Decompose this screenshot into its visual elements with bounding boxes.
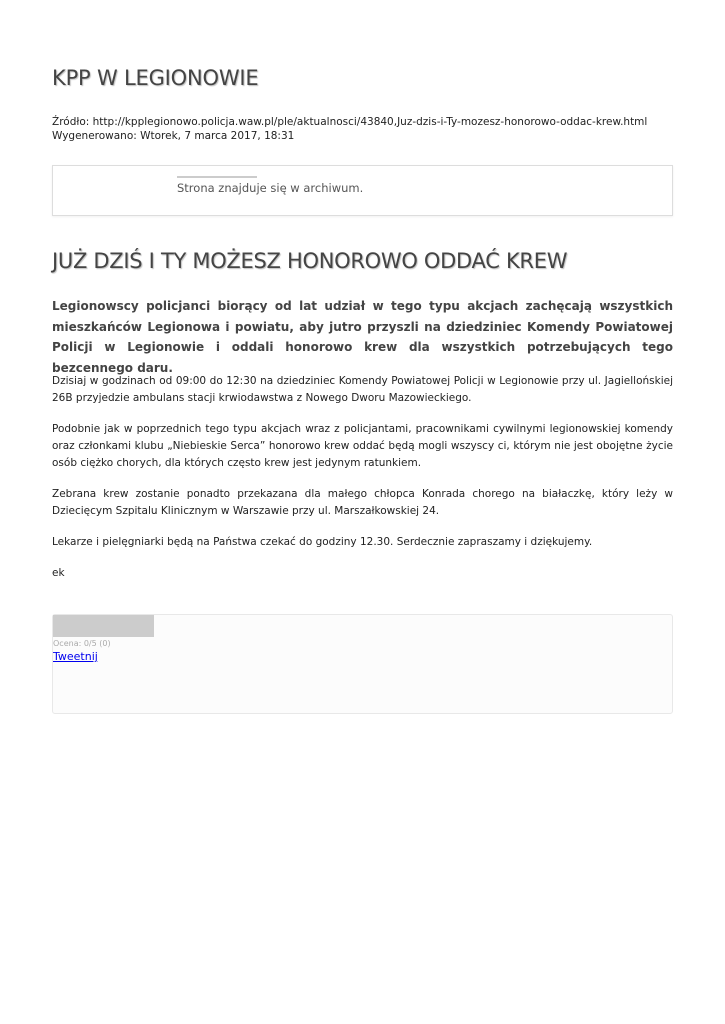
article-lead: Legionowscy policjanci biorący od lat udział w tego typu akcjach zachęcają wszystkich mieszkańców Legionowa i powiatu, aby jutro przyszli na dziedziniec Komendy Powiatowej Policji w Legionowie i oddali honorowo krew dla wszystkich potrzebujących tego bezcennego daru. bbox=[52, 299, 673, 375]
archive-notice: Strona znajduje się w archiwum. bbox=[177, 181, 364, 195]
generated-line: Wygenerowano: Wtorek, 7 marca 2017, 18:31 bbox=[52, 130, 295, 142]
tweet-link[interactable]: Tweetnij bbox=[53, 650, 98, 663]
rating-label: Ocena: 0/5 (0) bbox=[53, 639, 111, 648]
archive-notice-box bbox=[52, 165, 673, 216]
article-title: JUŻ DZIŚ I TY MOŻESZ HONOROWO ODDAĆ KREW bbox=[52, 249, 568, 273]
site-title: KPP W LEGIONOWIE bbox=[52, 66, 259, 90]
article-paragraph: Dzisiaj w godzinach od 09:00 do 12:30 na dziedziniec Komendy Powiatowej Policji w Legionowie przy ul. Jagiellońskiej 26B przyjedzie ambulans stacji krwiodawstwa z Nowego Dworu Mazowieckiego. bbox=[52, 375, 673, 404]
article-paragraph: Zebrana krew zostanie ponadto przekazana dla małego chłopca Konrada chorego na białaczkę, który leży w Dziecięcym Szpitalu Klinicznym w Warszawie przy ul. Marszałkowskiej 24. bbox=[52, 488, 673, 517]
archive-divider bbox=[177, 176, 257, 178]
source-line: Źródło: http://kpplegionowo.policja.waw.pl/ple/aktualnosci/43840,Juz-dzis-i-Ty-mozesz-honorowo-oddac-krew.html bbox=[52, 116, 648, 128]
meta-info bbox=[52, 115, 647, 143]
article-author: ek bbox=[52, 567, 65, 579]
article-paragraph: Lekarze i pielęgniarki będą na Państwa czekać do godziny 12.30. Serdecznie zapraszamy i dziękujemy. bbox=[52, 536, 593, 548]
rating-box bbox=[52, 614, 673, 714]
article-paragraph: Podobnie jak w poprzednich tego typu akcjach wraz z policjantami, pracownikami cywilnymi legionowskiej komendy oraz członkami klubu „Niebieskie Serca” honorowo krew oddać będą mogli wszyscy ci, którym nie jest obojętne życie osób ciężko chorych, dla których często krew jest jedynym ratunkiem. bbox=[52, 423, 673, 469]
rating-stars-bar[interactable] bbox=[53, 615, 154, 637]
article-body bbox=[52, 373, 673, 596]
